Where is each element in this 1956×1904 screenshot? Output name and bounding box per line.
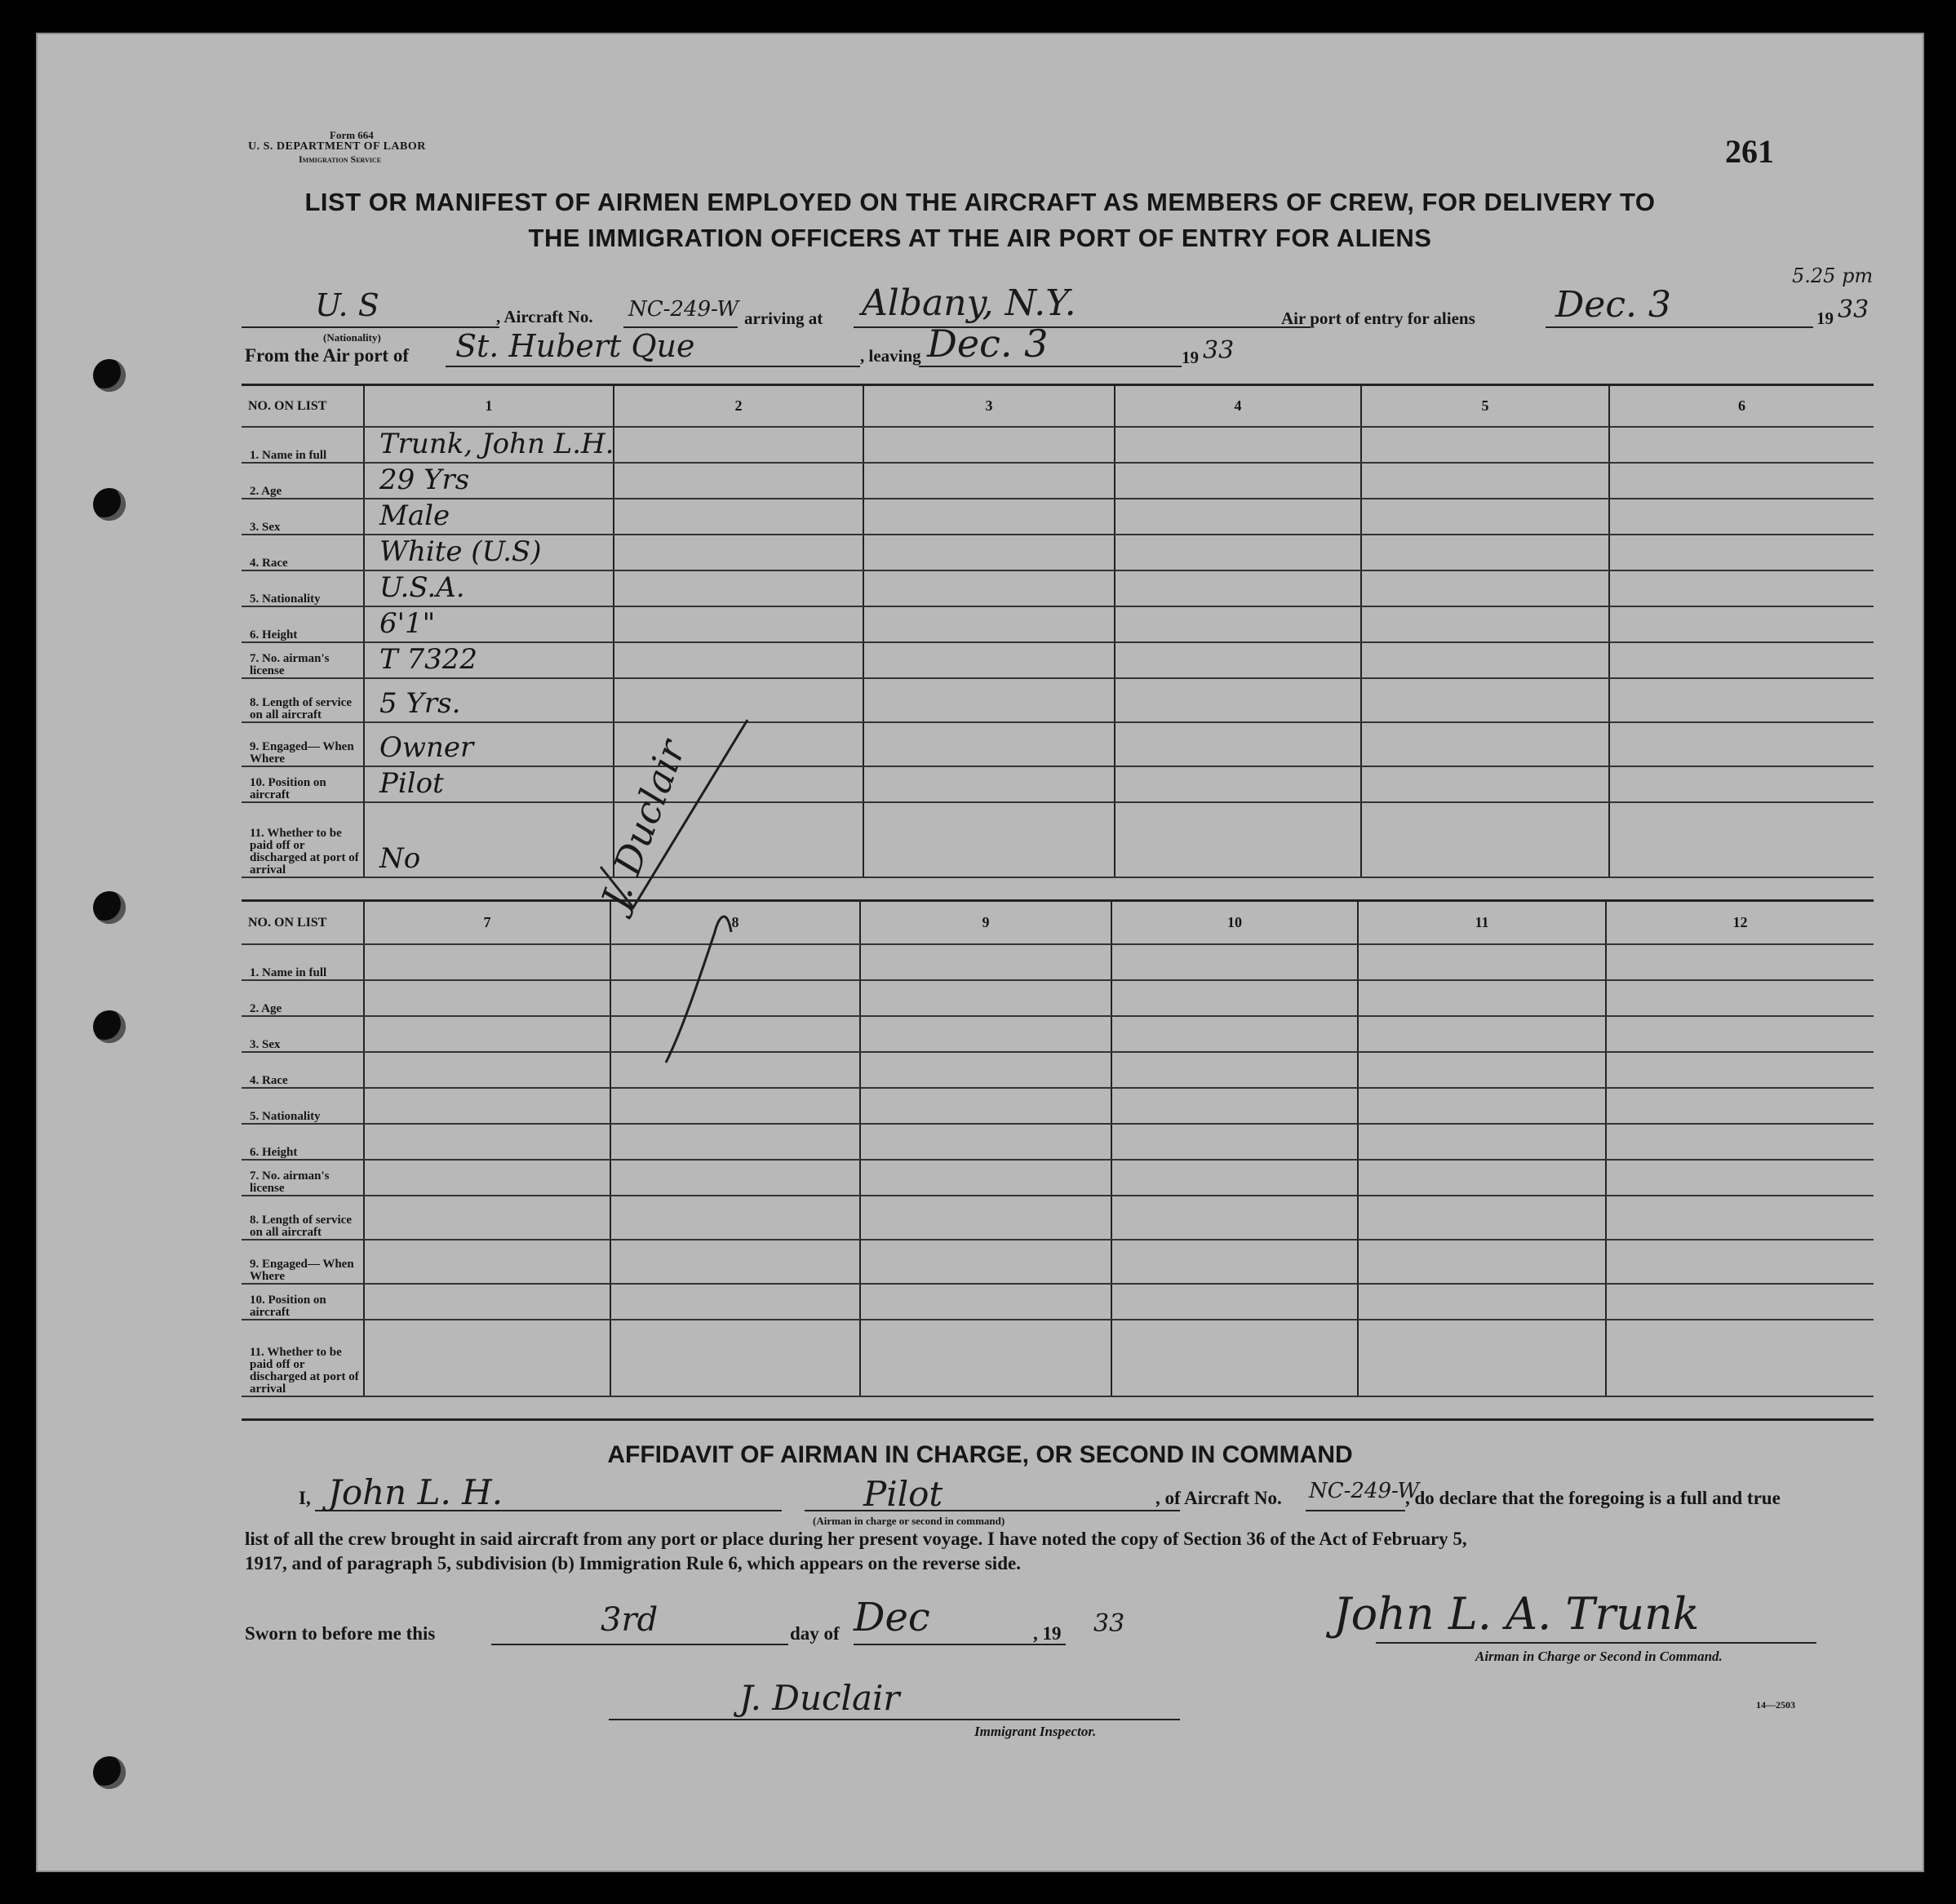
crew-entry-cell: [1358, 1052, 1606, 1088]
crew-entry-cell: [1111, 1320, 1358, 1396]
crew-entry-cell: [863, 766, 1115, 802]
crew-entry-cell: [364, 1124, 610, 1160]
crew-entry-cell: [1115, 499, 1361, 535]
field-label: 4. Race: [242, 1052, 364, 1088]
crew-entry-cell: [1609, 802, 1874, 877]
crew-entry-cell: [1361, 535, 1609, 570]
service: Immigration Service: [299, 153, 382, 165]
punch-hole-icon: [93, 891, 126, 924]
handwritten-entry: No: [379, 842, 421, 875]
crew-entry-cell: [1115, 535, 1361, 570]
crew-field-row: [242, 1124, 1874, 1160]
column-number: 6: [1609, 386, 1874, 427]
field-label: 5. Nationality: [242, 1088, 364, 1124]
crew-entry-cell: [863, 463, 1115, 499]
crew-entry-cell: [1111, 1240, 1358, 1284]
crew-entry-cell: [860, 1016, 1111, 1052]
crew-entry-cell: [364, 499, 614, 535]
crew-field-row: [242, 1052, 1874, 1088]
crew-entry-cell: [364, 1284, 610, 1320]
crew-entry-cell: [863, 802, 1115, 877]
entry-year: 33: [1838, 295, 1870, 324]
field-label: 7. No. airman's license: [242, 642, 364, 678]
crew-entry-cell: [1606, 1196, 1874, 1240]
crew-entry-cell: [1115, 463, 1361, 499]
crew-entry-cell: [364, 463, 614, 499]
crew-entry-cell: [860, 1196, 1111, 1240]
field-label: 6. Height: [242, 606, 364, 642]
crew-entry-cell: [1358, 944, 1606, 980]
from-port-line: [446, 366, 860, 367]
crew-entry-cell: [614, 606, 863, 642]
crew-entry-cell: [863, 642, 1115, 678]
crew-entry-cell: [1361, 642, 1609, 678]
crew-entry-cell: [364, 427, 614, 463]
crew-entry-cell: [860, 1320, 1111, 1396]
crew-entry-cell: [1115, 802, 1361, 877]
crew-field-row: [242, 1284, 1874, 1320]
field-label: 1. Name in full: [242, 427, 364, 463]
affidavit-text-2: list of all the crew brought in said aircraft from any port or place during her present voyage. I have noted the copy of Section 36 of the Act of February 5,: [245, 1529, 1467, 1549]
field-label: 7. No. airman's license: [242, 1160, 364, 1196]
title-line-1: LIST OR MANIFEST OF AIRMEN EMPLOYED ON THE AIRCRAFT AS MEMBERS OF CREW, FOR DELIVERY TO: [304, 188, 1656, 216]
page-number: 261: [1725, 133, 1774, 170]
punch-hole-icon: [93, 488, 126, 521]
department: U. S. DEPARTMENT OF LABOR: [248, 140, 426, 153]
table1-header-row: [242, 386, 1874, 427]
time-note: 5.25 pm: [1792, 264, 1874, 287]
column-number: 3: [863, 386, 1115, 427]
crew-entry-cell: [1609, 570, 1874, 606]
airman-signature: John L. A. Trunk: [1333, 1588, 1700, 1640]
affidavit-aircraft-line: [1306, 1510, 1405, 1511]
crew-entry-cell: [860, 1124, 1111, 1160]
leaving-year: 33: [1203, 336, 1235, 365]
affidavit-text-1: , do declare that the foregoing is a full and true: [1405, 1488, 1781, 1508]
crew-entry-cell: [1115, 722, 1361, 766]
crew-entry-cell: [364, 1240, 610, 1284]
field-label: 5. Nationality: [242, 570, 364, 606]
affidavit-position-line: [805, 1510, 1180, 1511]
crew-entry-cell: [1606, 1284, 1874, 1320]
crew-entry-cell: [1111, 1124, 1358, 1160]
handwritten-entry: 6'1": [379, 607, 436, 640]
crew-field-row: [242, 606, 1874, 642]
crew-entry-cell: [1606, 1240, 1874, 1284]
affidavit-i-label: I,: [299, 1488, 311, 1508]
handwritten-entry: White (U.S): [379, 535, 542, 568]
crew-entry-cell: [1606, 944, 1874, 980]
handwritten-entry: Pilot: [379, 767, 444, 800]
crew-entry-cell: [1358, 1284, 1606, 1320]
crew-entry-cell: [1358, 1124, 1606, 1160]
crew-entry-cell: [614, 499, 863, 535]
crew-entry-cell: [1606, 1320, 1874, 1396]
crew-field-row: [242, 678, 1874, 722]
handwritten-entry: U.S.A.: [379, 571, 465, 604]
crew-entry-cell: [1606, 1052, 1874, 1088]
from-label: From the Air port of: [245, 345, 410, 366]
handwritten-entry: 5 Yrs.: [379, 687, 461, 720]
crew-entry-cell: [1358, 1196, 1606, 1240]
table2-header-row: [242, 902, 1874, 944]
crew-field-row: [242, 766, 1874, 802]
handwritten-entry: T 7322: [379, 643, 478, 676]
punch-hole-icon: [93, 1756, 126, 1789]
crew-entry-cell: [1606, 1124, 1874, 1160]
crew-entry-cell: [1358, 1016, 1606, 1052]
no-on-list-header: NO. ON LIST: [242, 902, 364, 944]
crew-entry-cell: [1115, 570, 1361, 606]
crew-field-row: [242, 499, 1874, 535]
handwritten-entry: Trunk, John L.H.: [379, 428, 614, 460]
table2-bottom-rule: [242, 1418, 1874, 1421]
crew-field-row: [242, 1240, 1874, 1284]
print-code: 14—2503: [1756, 1699, 1795, 1711]
nationality-value: U. S: [315, 287, 379, 323]
crew-entry-cell: [610, 1160, 860, 1196]
crew-entry-cell: [1361, 427, 1609, 463]
entry-date-line: [1546, 326, 1813, 328]
crew-entry-cell: [364, 535, 614, 570]
airman-signature-line: [1376, 1642, 1816, 1644]
column-number: 9: [860, 902, 1111, 944]
position-caption: (Airman in charge or second in command): [813, 1515, 1005, 1527]
crew-entry-cell: [863, 678, 1115, 722]
field-label: 2. Age: [242, 980, 364, 1016]
crew-entry-cell: [1115, 427, 1361, 463]
nationality-caption: (Nationality): [323, 331, 381, 344]
crew-entry-cell: [1358, 1320, 1606, 1396]
column-number: 7: [364, 902, 610, 944]
crew-table-1: [242, 386, 1874, 878]
crew-entry-cell: [1361, 606, 1609, 642]
crew-entry-cell: [860, 944, 1111, 980]
crew-entry-cell: [610, 1284, 860, 1320]
sworn-day-line: [491, 1644, 788, 1645]
crew-entry-cell: [1111, 1284, 1358, 1320]
year-prefix: 19: [1816, 308, 1834, 328]
crew-entry-cell: [1361, 678, 1609, 722]
crew-entry-cell: [364, 1088, 610, 1124]
crew-entry-cell: [364, 1052, 610, 1088]
crew-entry-cell: [1115, 678, 1361, 722]
crew-entry-cell: [1358, 980, 1606, 1016]
aircraft-label: , Aircraft No.: [496, 307, 593, 326]
manifest-sheet: [36, 33, 1924, 1872]
crew-field-row: [242, 944, 1874, 980]
crew-entry-cell: [364, 944, 610, 980]
inspector-signature: J. Duclair: [739, 1678, 900, 1718]
crew-entry-cell: [860, 1052, 1111, 1088]
crew-entry-cell: [1361, 570, 1609, 606]
crew-entry-cell: [610, 1240, 860, 1284]
column-number: 11: [1358, 902, 1606, 944]
crew-entry-cell: [1609, 606, 1874, 642]
crew-entry-cell: [1609, 642, 1874, 678]
field-label: 10. Position on aircraft: [242, 766, 364, 802]
field-label: 8. Length of service on all aircraft: [242, 1196, 364, 1240]
airman-caption: Airman in Charge or Second in Command.: [1475, 1649, 1723, 1664]
field-label: 9. Engaged— When Where: [242, 722, 364, 766]
crew-entry-cell: [1609, 427, 1874, 463]
crew-entry-cell: [1111, 1196, 1358, 1240]
crew-entry-cell: [1361, 463, 1609, 499]
arriving-label: arriving at: [744, 308, 823, 328]
crew-entry-cell: [610, 1124, 860, 1160]
column-number: 8: [610, 902, 860, 944]
crew-entry-cell: [1111, 1016, 1358, 1052]
crew-entry-cell: [860, 1160, 1111, 1196]
crew-entry-cell: [863, 570, 1115, 606]
crew-entry-cell: [860, 1240, 1111, 1284]
sworn-year: 33: [1093, 1609, 1125, 1638]
sworn-month-line: [854, 1644, 1066, 1645]
field-label: 3. Sex: [242, 1016, 364, 1052]
arriving-line: [854, 326, 1311, 328]
crew-entry-cell: [1361, 722, 1609, 766]
crew-entry-cell: [1111, 980, 1358, 1016]
title-line-2: THE IMMIGRATION OFFICERS AT THE AIR PORT OF ENTRY FOR ALIENS: [528, 224, 1432, 252]
crew-entry-cell: [1609, 766, 1874, 802]
day-of-label: day of: [790, 1623, 840, 1644]
from-port: St. Hubert Que: [455, 328, 695, 364]
crew-field-row: [242, 980, 1874, 1016]
leaving-label: , leaving: [860, 346, 921, 366]
field-label: 3. Sex: [242, 499, 364, 535]
field-label: 1. Name in full: [242, 944, 364, 980]
field-label: 9. Engaged— When Where: [242, 1240, 364, 1284]
crew-entry-cell: [1609, 463, 1874, 499]
column-number: 12: [1606, 902, 1874, 944]
arriving-at: Albany, N.Y.: [862, 282, 1076, 324]
crew-entry-cell: [863, 499, 1115, 535]
field-label: 4. Race: [242, 535, 364, 570]
crew-field-row: [242, 722, 1874, 766]
crew-entry-cell: [1358, 1160, 1606, 1196]
sworn-month: Dec: [854, 1595, 930, 1640]
crew-entry-cell: [614, 427, 863, 463]
leaving-line: [919, 366, 1182, 367]
crew-field-row: [242, 1160, 1874, 1196]
crew-entry-cell: [1361, 802, 1609, 877]
crew-entry-cell: [1111, 1160, 1358, 1196]
crew-entry-cell: [364, 1160, 610, 1196]
affidavit-aircraft-no: NC-249-W: [1309, 1479, 1420, 1503]
crew-entry-cell: [364, 1196, 610, 1240]
punch-hole-icon: [93, 1010, 126, 1043]
aircraft-no: NC-249-W: [628, 297, 739, 322]
crew-entry-cell: [1606, 1016, 1874, 1052]
crew-field-row: [242, 427, 1874, 463]
crew-entry-cell: [1115, 766, 1361, 802]
crew-entry-cell: [1115, 606, 1361, 642]
crew-entry-cell: [1111, 1052, 1358, 1088]
sworn-label: Sworn to before me this: [245, 1623, 436, 1644]
crew-entry-cell: [863, 535, 1115, 570]
leaving-date: Dec. 3: [927, 322, 1049, 366]
crew-entry-cell: [364, 1016, 610, 1052]
handwritten-entry: Male: [379, 499, 450, 532]
crew-entry-cell: [364, 980, 610, 1016]
crew-entry-cell: [1358, 1088, 1606, 1124]
crew-entry-cell: [863, 606, 1115, 642]
crew-entry-cell: [1115, 642, 1361, 678]
crew-entry-cell: [1609, 722, 1874, 766]
field-label: 11. Whether to be paid off or discharged at port of arrival: [242, 1320, 364, 1396]
crew-field-row: [242, 1016, 1874, 1052]
crew-entry-cell: [1606, 1160, 1874, 1196]
crew-entry-cell: [863, 427, 1115, 463]
field-label: 10. Position on aircraft: [242, 1284, 364, 1320]
crew-entry-cell: [610, 1196, 860, 1240]
column-number: 5: [1361, 386, 1609, 427]
crew-entry-cell: [614, 570, 863, 606]
crew-entry-cell: [614, 535, 863, 570]
crew-field-row: [242, 1320, 1874, 1396]
crew-entry-cell: [614, 463, 863, 499]
inspector-caption: Immigrant Inspector.: [974, 1724, 1097, 1739]
crew-entry-cell: [1111, 944, 1358, 980]
crew-field-row: [242, 1088, 1874, 1124]
crew-entry-cell: [364, 642, 614, 678]
field-label: 11. Whether to be paid off or discharged at port of arrival: [242, 802, 364, 877]
inspector-initials: J. Duclair: [592, 734, 694, 915]
crew-entry-cell: [1111, 1088, 1358, 1124]
crew-entry-cell: [1358, 1240, 1606, 1284]
entry-label: Air port of entry for aliens: [1281, 308, 1475, 328]
handwritten-entry: Owner: [379, 731, 474, 764]
crew-entry-cell: [863, 722, 1115, 766]
field-label: 6. Height: [242, 1124, 364, 1160]
crew-entry-cell: [610, 1320, 860, 1396]
field-label: 2. Age: [242, 463, 364, 499]
crew-entry-cell: [364, 570, 614, 606]
no-on-list-header: NO. ON LIST: [242, 386, 364, 427]
crew-table-2: [242, 902, 1874, 1397]
crew-field-row: [242, 463, 1874, 499]
affidavit-text-3: 1917, and of paragraph 5, subdivision (b) Immigration Rule 6, which appears on the reverse side.: [245, 1553, 1021, 1573]
crew-entry-cell: [1606, 1088, 1874, 1124]
affidavit-position: Pilot: [863, 1474, 943, 1514]
column-number: 1: [364, 386, 614, 427]
crew-entry-cell: [364, 606, 614, 642]
crew-entry-cell: [860, 980, 1111, 1016]
affidavit-name: John L. H.: [328, 1472, 503, 1512]
inspector-signature-line: [609, 1719, 1180, 1720]
leaving-year-prefix: 19: [1182, 348, 1199, 367]
crew-entry-cell: [1361, 766, 1609, 802]
crew-entry-cell: [1609, 535, 1874, 570]
affidavit-title: AFFIDAVIT OF AIRMAN IN CHARGE, OR SECOND IN COMMAND: [607, 1441, 1353, 1468]
column-number: 10: [1111, 902, 1358, 944]
column-number: 4: [1115, 386, 1361, 427]
form-number: Form 664: [330, 129, 374, 141]
entry-date: Dec. 3: [1555, 284, 1671, 326]
crew-entry-cell: [614, 642, 863, 678]
crew-field-row: [242, 642, 1874, 678]
crew-entry-cell: [1609, 499, 1874, 535]
crew-entry-cell: [1609, 678, 1874, 722]
punch-hole-icon: [93, 359, 126, 392]
field-label: 8. Length of service on all aircraft: [242, 678, 364, 722]
sworn-day: 3rd: [601, 1601, 659, 1639]
affidavit-aircraft-label: , of Aircraft No.: [1155, 1488, 1282, 1508]
sworn-year-prefix: , 19: [1033, 1623, 1062, 1644]
crew-field-row: [242, 535, 1874, 570]
crew-field-row: [242, 570, 1874, 606]
handwritten-entry: 29 Yrs: [379, 464, 470, 496]
crew-field-row: [242, 802, 1874, 877]
column-number: 2: [614, 386, 863, 427]
crew-entry-cell: [1361, 499, 1609, 535]
crew-entry-cell: [364, 1320, 610, 1396]
crew-field-row: [242, 1196, 1874, 1240]
crew-entry-cell: [860, 1088, 1111, 1124]
crew-entry-cell: [860, 1284, 1111, 1320]
crew-entry-cell: [1606, 980, 1874, 1016]
